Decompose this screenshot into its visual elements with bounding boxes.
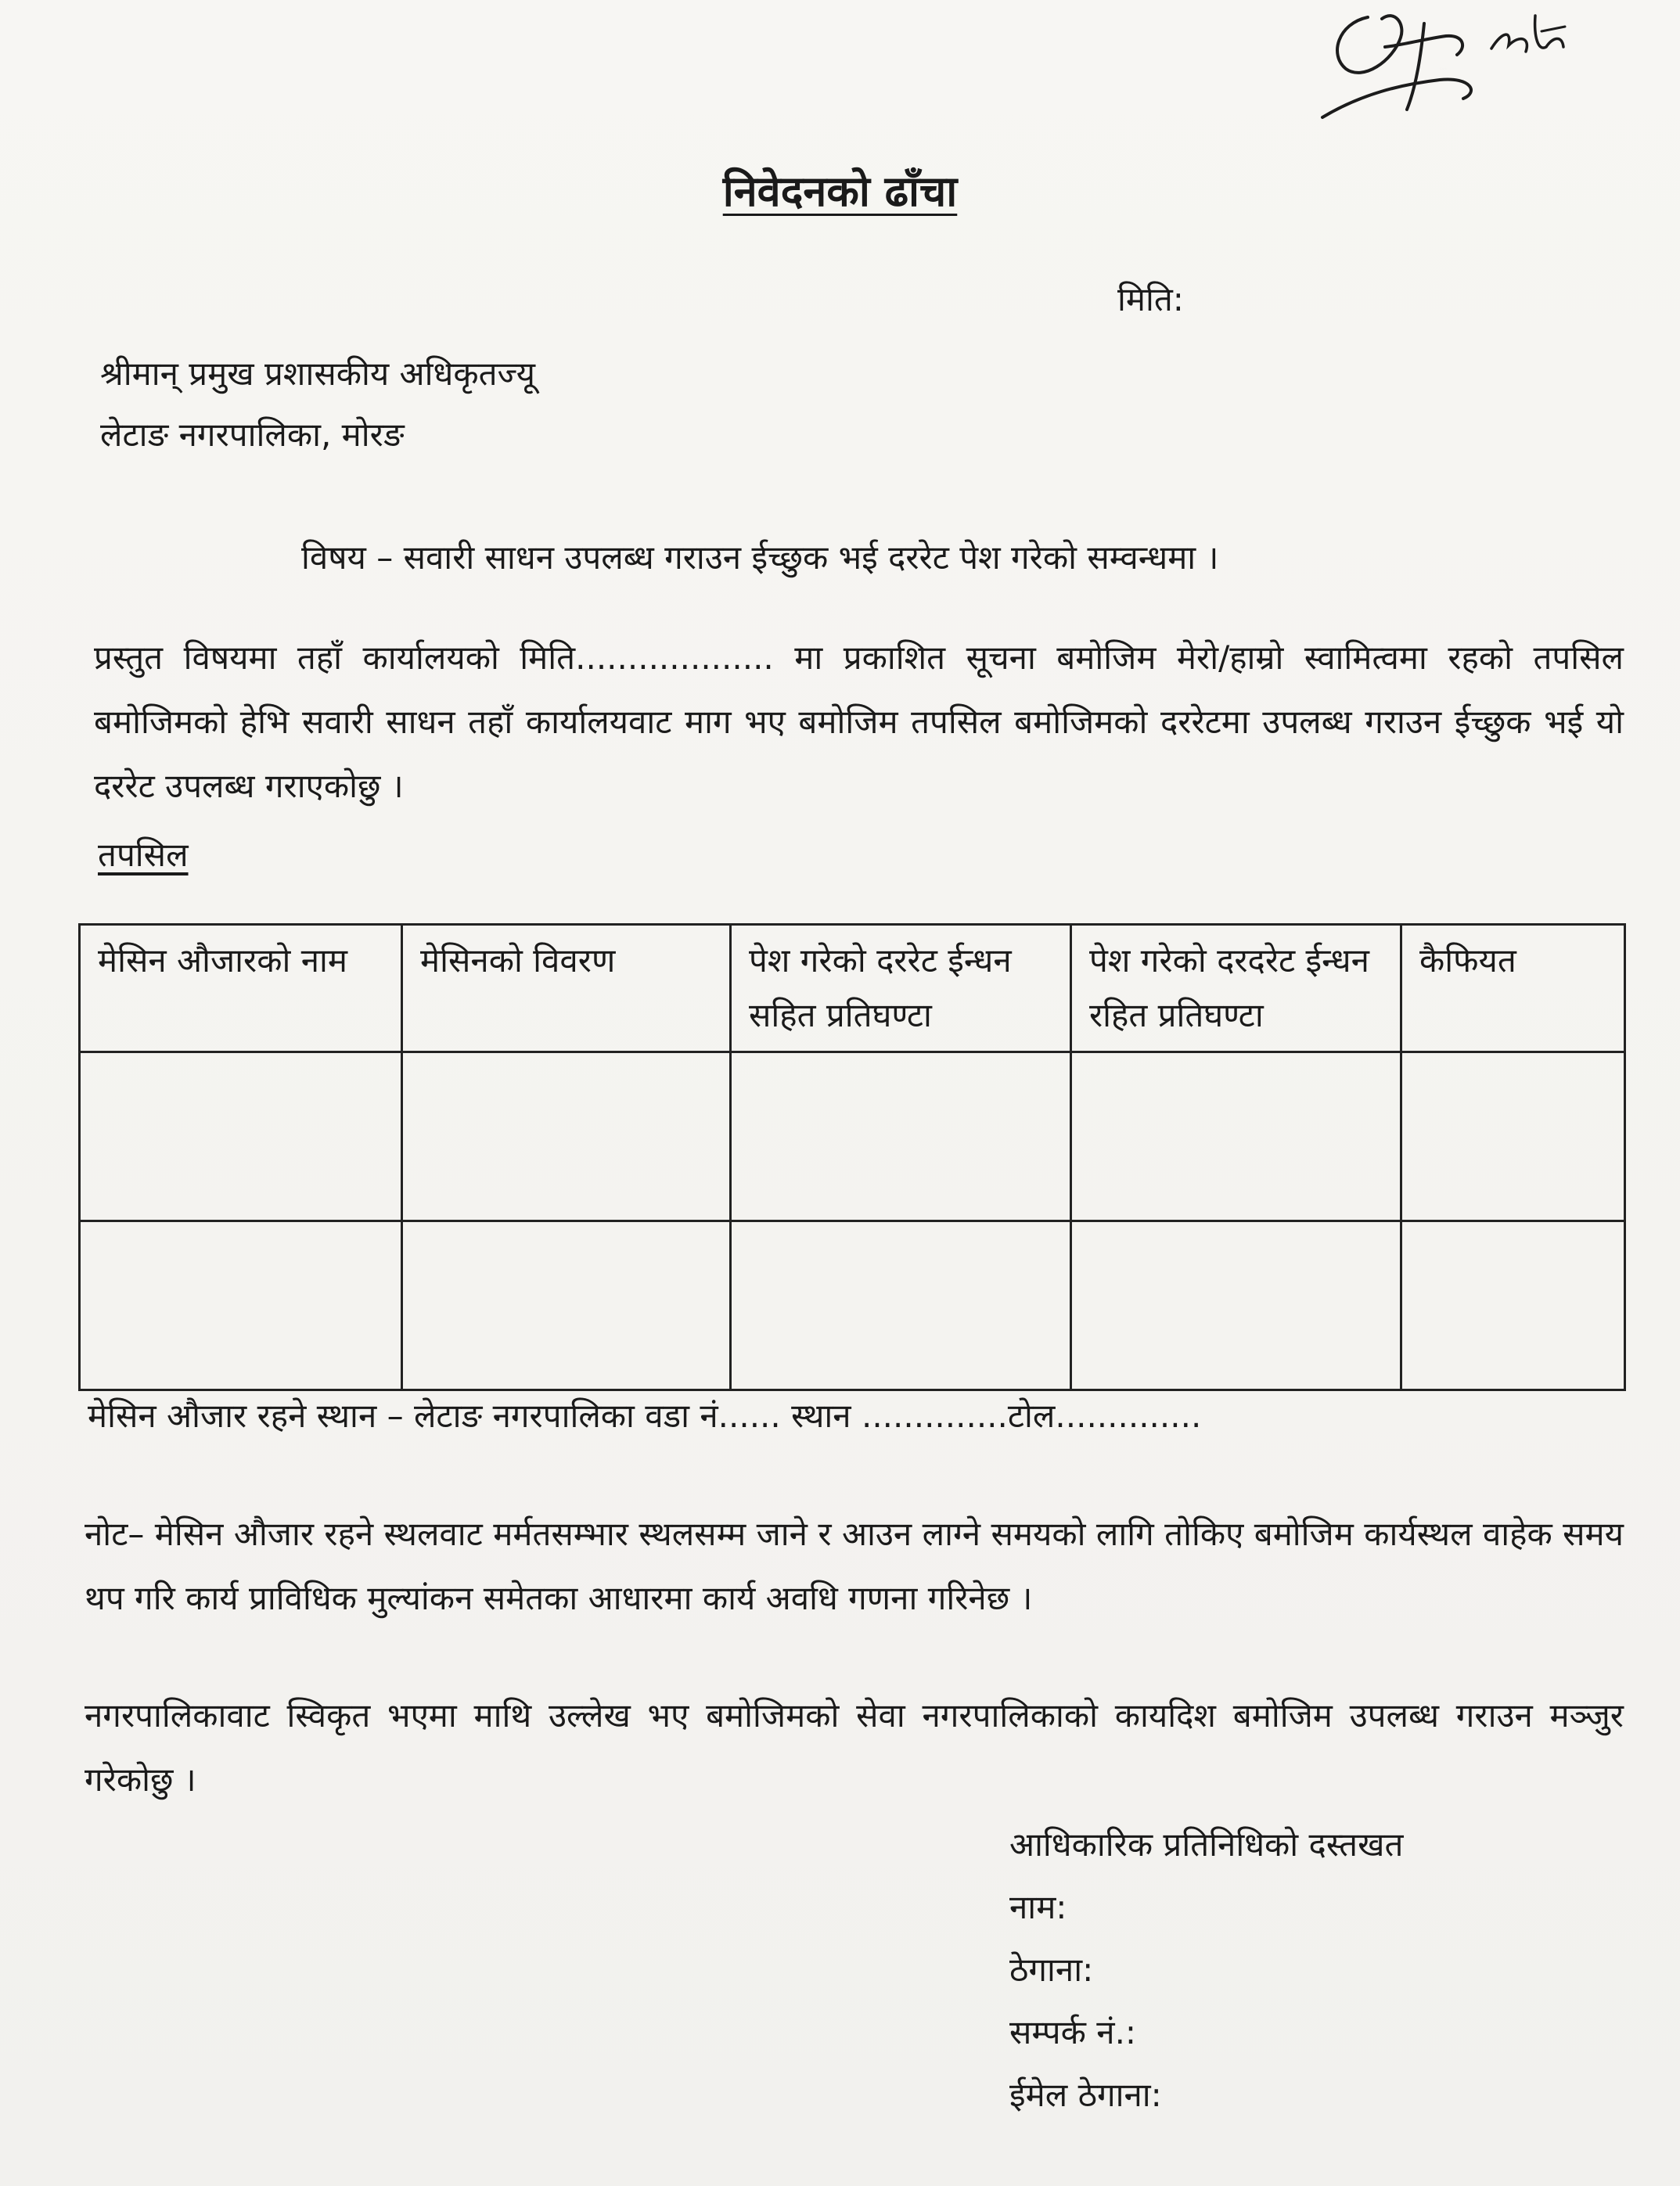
header-rate-with-fuel: पेश गरेको दररेट ईन्धन सहित प्रतिघण्टा: [731, 925, 1071, 1052]
consent-paragraph: नगरपालिकावाट स्विकृत भएमा माथि उल्लेख भए बमोजिमको सेवा नगरपालिकाको कायदिश बमोजिम उपलब्ध गराउन मञ्जुर गरेकोछु ।: [85, 1696, 1624, 1799]
date-label: मिति:: [1117, 280, 1184, 318]
detail-table: [78, 923, 1626, 1391]
signature-heading: आधिकारिक प्रतिनिधिको दस्तखत: [1009, 1825, 1404, 1864]
table-cell[interactable]: [1401, 1221, 1625, 1390]
table-cell[interactable]: [80, 1221, 402, 1390]
addressee-line-1: श्रीमान् प्रमुख प्रशासकीय अधिकृतज्यू: [100, 354, 535, 393]
table-cell[interactable]: [731, 1221, 1071, 1390]
addressee-line-2: लेटाङ नगरपालिका, मोरङ: [100, 415, 405, 454]
table-cell[interactable]: [1071, 1221, 1401, 1390]
form-title-text: निवेदनको ढाँचा: [722, 167, 958, 216]
note-paragraph: नोट– मेसिन औजार रहने स्थलवाट मर्मतसम्भार स्थलसम्म जाने र आउन लाग्ने समयको लागि तोकिए बमोजिम कार्यस्थल वाहेक समय थप गरि कार्य प्राविधिक मुल्यांकन समेतका आधारमा कार्य अवधि गणना गरिनेछ ।: [85, 1515, 1624, 1617]
address-label: ठेगाना:: [1009, 1951, 1094, 1989]
table-row: [80, 1052, 1625, 1221]
machine-location-line: मेसिन औजार रहने स्थान – लेटाङ नगरपालिका वडा नं...... स्थान ..............टोल..............: [88, 1397, 1202, 1435]
table-cell[interactable]: [80, 1052, 402, 1221]
email-label: ईमेल ठेगाना:: [1009, 2076, 1162, 2114]
header-machine-name: मेसिन औजारको नाम: [80, 925, 402, 1052]
signature-text: Seth: [1440, 67, 1448, 71]
name-label: नाम:: [1009, 1888, 1067, 1926]
table-cell[interactable]: [1071, 1052, 1401, 1221]
table-cell[interactable]: [402, 1052, 731, 1221]
subject-line: विषय – सवारी साधन उपलब्ध गराउन ईच्छुक भई दररेट पेश गरेको सम्वन्धमा ।: [301, 538, 1219, 577]
header-rate-without-fuel: पेश गरेको दरदरेट ईन्धन रहित प्रतिघण्टा: [1071, 925, 1401, 1052]
table-cell[interactable]: [402, 1221, 731, 1390]
contact-label: सम्पर्क नं.:: [1009, 2013, 1137, 2051]
table-cell[interactable]: [731, 1052, 1071, 1221]
form-title: [0, 160, 1680, 218]
table-row: [80, 1221, 1625, 1390]
body-paragraph: प्रस्तुत विषयमा तहाँ कार्यालयको मिति................... मा प्रकाशित सूचना बमोजिम मेरो/हाम्रो स्वामित्वमा रहको तपसिल बमोजिमको हेभि सवारी साधन तहाँ कार्यालयवाट माग भए बमोजिम तपसिल बमोजिमको दररेटमा उपलब्ध गराउन ईच्छुक भई यो दररेट उपलब्ध गराएकोछु ।: [94, 638, 1624, 805]
header-machine-description: मेसिनको विवरण: [402, 925, 731, 1052]
tapasil-heading: तपसिल: [98, 836, 189, 874]
handwritten-signature: [1307, 0, 1604, 133]
table-header-row: [80, 925, 1625, 1052]
table-cell[interactable]: [1401, 1052, 1625, 1221]
header-remarks: कैफियत: [1401, 925, 1625, 1052]
